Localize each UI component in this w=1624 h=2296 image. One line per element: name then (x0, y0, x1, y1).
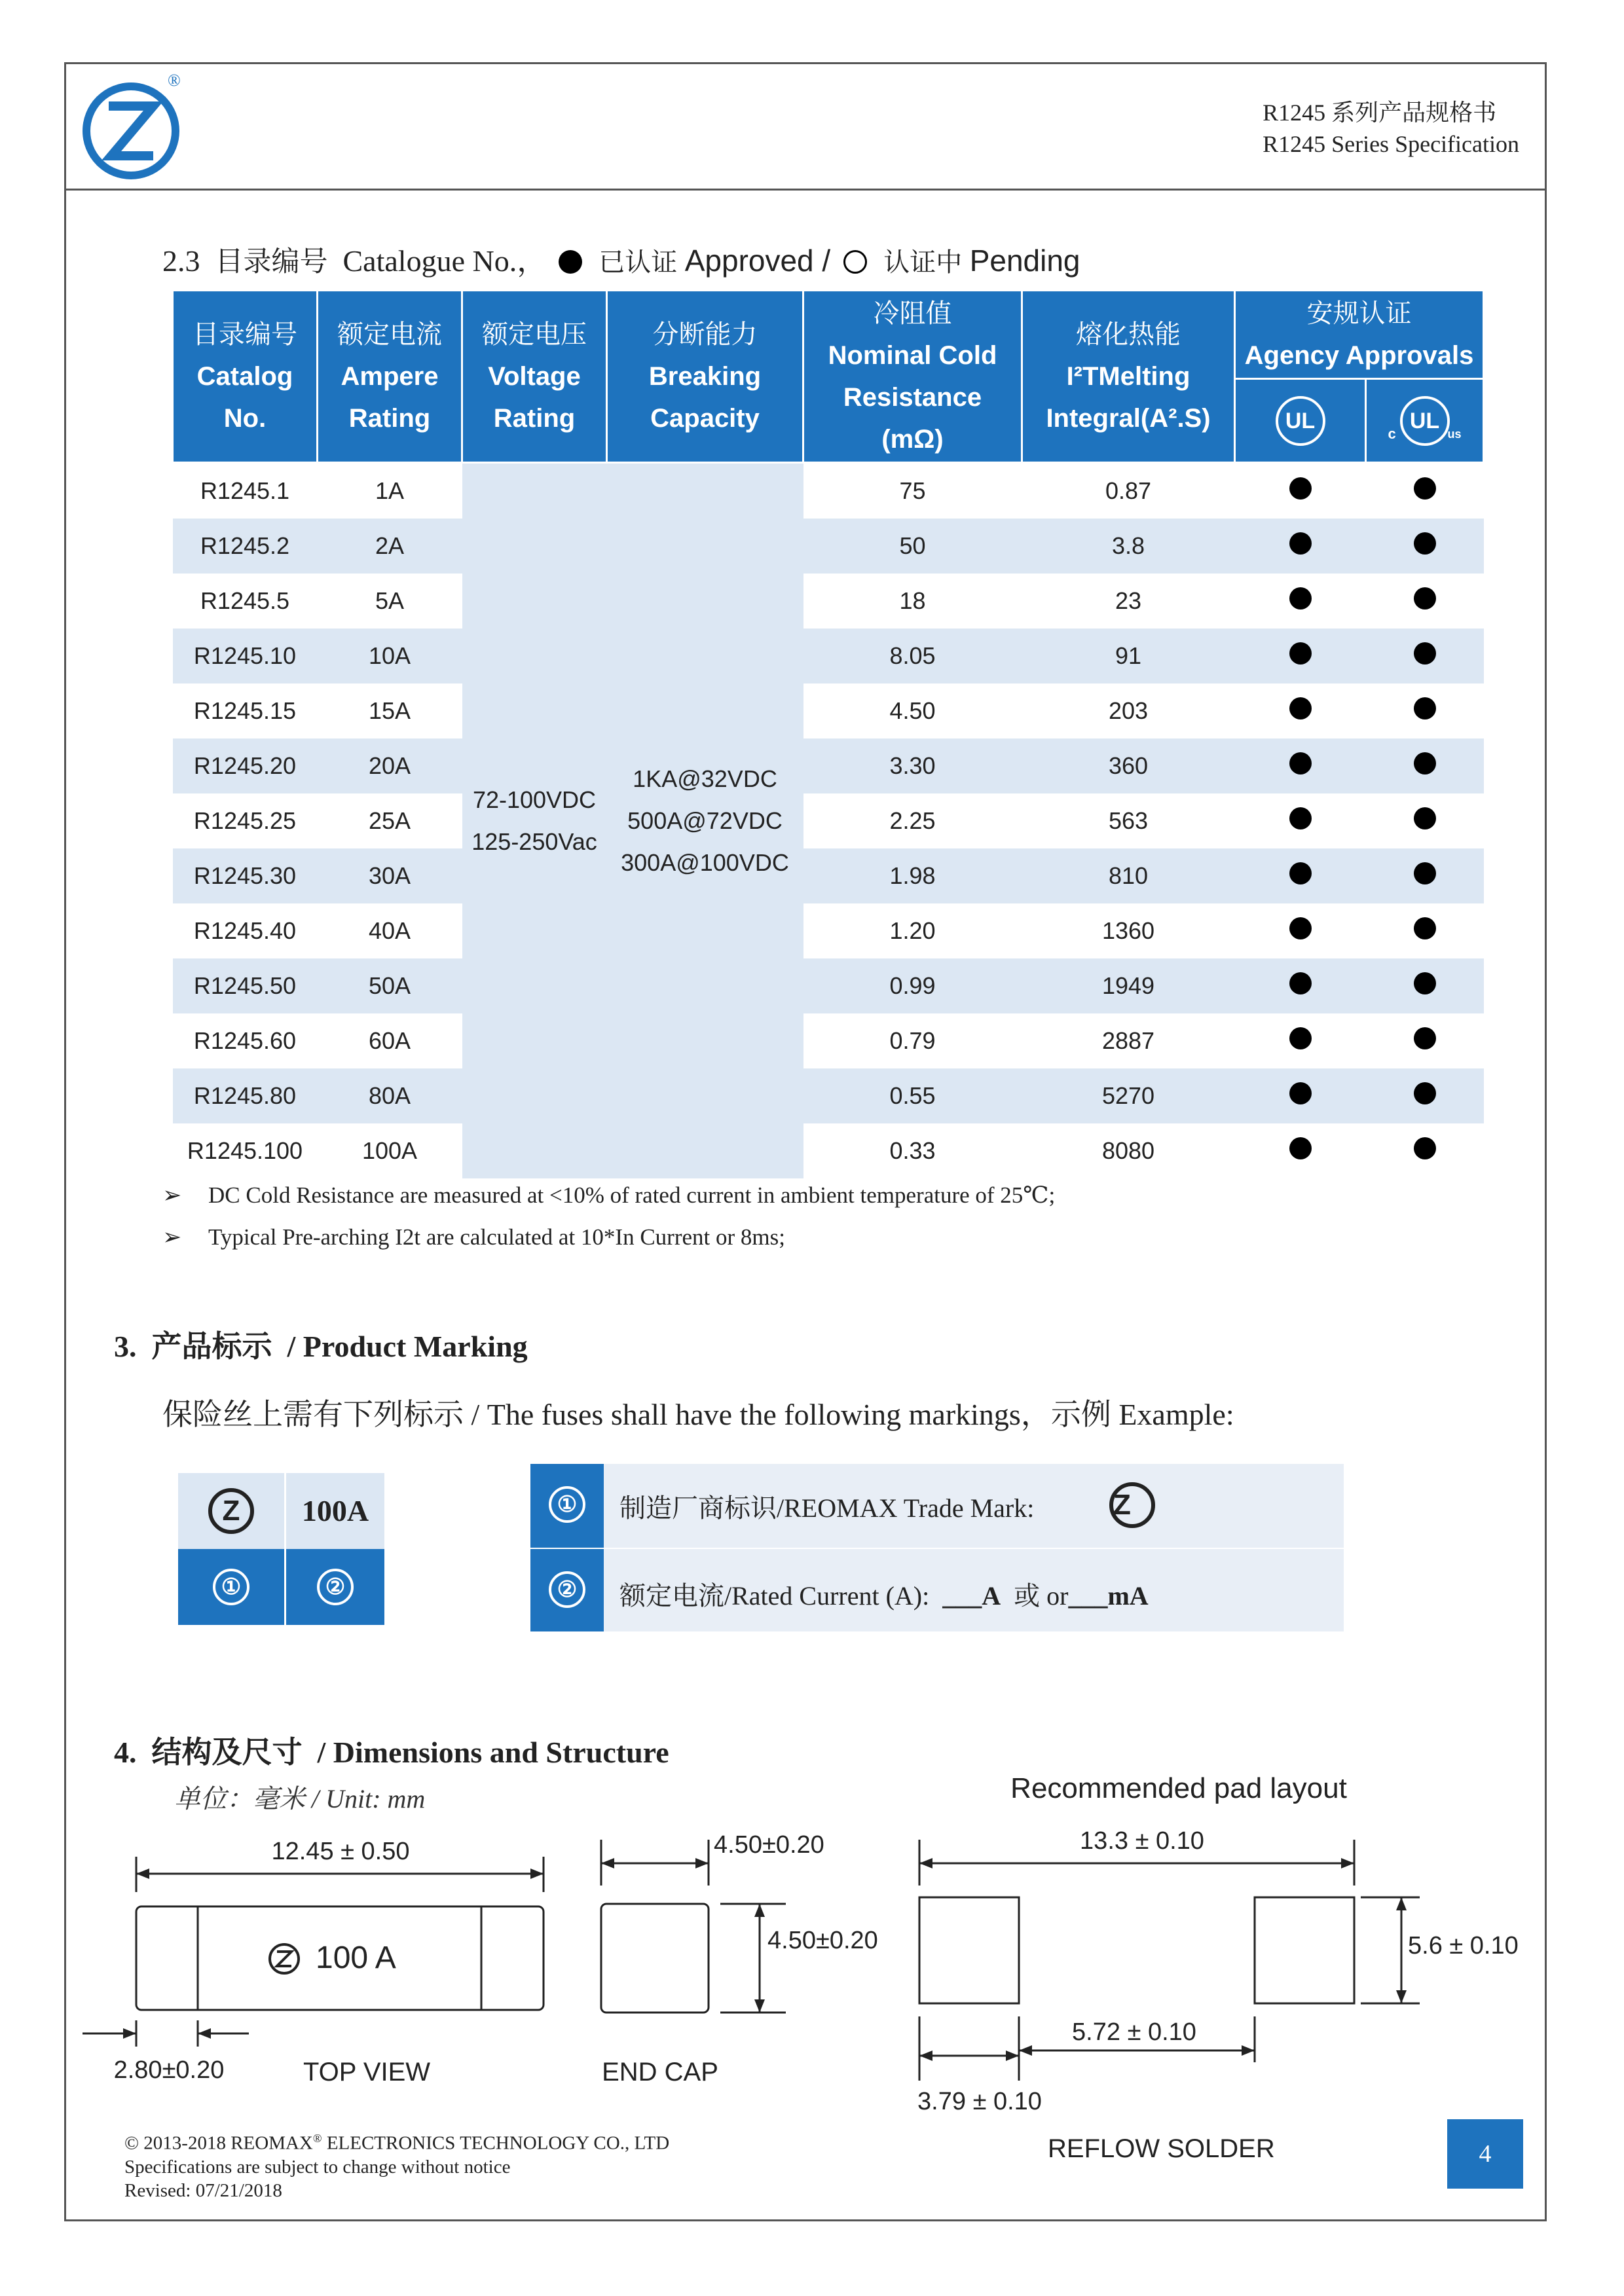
approved-dot-icon (1414, 1027, 1436, 1049)
header-title-cn: R1245 系列产品规格书 (1263, 100, 1497, 126)
cell-melting: 1949 (1022, 958, 1235, 1013)
approved-dot-icon (1289, 1027, 1312, 1049)
cell-catalog: R1245.1 (200, 477, 290, 504)
cell-melting: 23 (1115, 587, 1142, 614)
approved-dot-icon (1289, 1137, 1312, 1159)
table-row (173, 738, 1484, 793)
pending-circle-icon (843, 250, 867, 274)
dim-end-width: 4.50±0.20 (714, 1831, 824, 1859)
cell-resistance: 1.98 (803, 848, 1022, 903)
legend-row-2 (604, 1549, 1344, 1631)
trade-mark-legend-icon (1109, 1482, 1155, 1528)
approved-dot-icon (1414, 917, 1436, 939)
sample-num-1: ① (178, 1549, 284, 1625)
cell-ampere: 15A (368, 697, 411, 724)
col-voltage: 额定电压 Voltage Rating (462, 291, 607, 463)
cell-melting: 0.87 (1105, 477, 1152, 504)
cell-cul-approved (1366, 629, 1484, 683)
cell-catalog: R1245.100 (187, 1137, 303, 1164)
cell-melting: 1360 (1101, 917, 1155, 944)
cell-ampere: 1A (375, 477, 405, 504)
cell-cul-approved (1366, 683, 1484, 738)
cell-resistance: 50 (803, 519, 1022, 574)
cell-catalog: R1245.80 (173, 1068, 318, 1123)
approved-dot-icon (1414, 862, 1436, 884)
cell-melting: 203 (1108, 697, 1149, 724)
trade-mark-icon (208, 1488, 254, 1534)
cell-catalog: R1245.5 (200, 587, 290, 614)
legend-rated-current: 额定电流/Rated Current (A): ___A 或 or___mA (619, 1581, 1149, 1611)
company-logo (80, 80, 182, 182)
approved-dot-icon (1414, 642, 1436, 665)
dim-pad-height: 5.6 ± 0.10 (1408, 1932, 1519, 1959)
catalogue-heading-cn: 目录编号 (215, 246, 328, 278)
approved-dot-icon (1289, 587, 1312, 610)
catalogue-table (172, 289, 1485, 1178)
table-row (173, 683, 1484, 738)
header-title-en: R1245 Series Specification (1263, 131, 1519, 157)
cell-ampere: 30A (318, 848, 462, 903)
cell-cul-approved (1366, 463, 1484, 519)
dim-cap-width: 2.80±0.20 (113, 2056, 225, 2084)
cell-cul-approved (1366, 738, 1484, 793)
cell-ampere: 100A (361, 1137, 418, 1164)
cell-ul-approved (1235, 519, 1366, 574)
approved-dot-icon (1414, 972, 1436, 994)
cell-ampere: 2A (318, 519, 462, 574)
table-row (173, 848, 1484, 903)
cul-icon: c UL us (1400, 396, 1450, 446)
table-row (173, 958, 1484, 1013)
cell-cul-approved (1366, 903, 1484, 958)
cell-breaking-capacity: 1KA@32VDC 500A@72VDC 300A@100VDC (607, 463, 803, 1179)
cell-ampere: 20A (318, 738, 462, 793)
page-number: 4 (1447, 2119, 1523, 2189)
cell-resistance: 2.25 (889, 807, 936, 834)
cell-melting: 3.8 (1022, 519, 1235, 574)
dimensions-title: 4. 结构及尺寸 / Dimensions and Structure (114, 1734, 669, 1770)
cell-cul-approved (1366, 519, 1484, 574)
cell-resistance: 4.50 (889, 697, 936, 724)
approved-dot-icon (1289, 642, 1312, 665)
col-breaking: 分断能力 Breaking Capacity (607, 291, 803, 463)
cell-catalog: R1245.40 (193, 917, 297, 944)
cell-catalog: R1245.50 (173, 958, 318, 1013)
cell-resistance: 1.20 (889, 917, 936, 944)
cell-melting: 810 (1022, 848, 1235, 903)
pad-layout-title: Recommended pad layout (1010, 1772, 1347, 1804)
registered-mark: ® (168, 71, 181, 90)
footer-notice: Specifications are subject to change without notice (124, 2156, 511, 2178)
catalogue-heading-en: Catalogue No.， (342, 244, 547, 278)
label-end-cap: END CAP (602, 2058, 718, 2086)
cell-ul-approved (1235, 848, 1366, 903)
col-agency: 安规认证 Agency Approvals (1235, 291, 1484, 379)
table-row (173, 1123, 1484, 1178)
note-1-text: DC Cold Resistance are measured at <10% of rated current in ambient temperature of 25℃; (208, 1182, 1056, 1208)
pending-cn: 认证中 (883, 247, 963, 278)
cell-resistance: 8.05 (803, 629, 1022, 683)
catalogue-heading-num: 2.3 (162, 244, 200, 278)
approved-dot-icon (1289, 917, 1312, 939)
cell-resistance: 3.30 (803, 738, 1022, 793)
cell-ul-approved (1235, 1123, 1366, 1178)
cell-catalog: R1245.2 (173, 519, 318, 574)
col-ampere: 额定电流 Ampere Rating (318, 291, 462, 463)
cell-ul-approved (1235, 1068, 1366, 1123)
cell-cul-approved (1366, 1123, 1484, 1178)
note-2-text: Typical Pre-arching I2t are calculated at 10*In Current or 8ms; (208, 1224, 785, 1250)
cell-ampere: 50A (318, 958, 462, 1013)
footer-revised: Revised: 07/21/2018 (124, 2179, 282, 2201)
col-melting: 熔化热能 I²TMelting Integral(A².S) (1022, 291, 1235, 463)
header-title (1263, 97, 1519, 160)
marking-intro: 保险丝上需有下列标示 / The fuses shall have the following markings，示例 Example: (162, 1398, 1234, 1431)
dimensions-unit: 单位：毫米 / Unit: mm (174, 1784, 426, 1813)
approved-dot-icon (1414, 807, 1436, 829)
legend-row-1 (604, 1464, 1344, 1548)
note-2: ➢ Typical Pre-arching I2t are calculated at 10*In Current or 8ms; (162, 1224, 785, 1250)
table-row (173, 519, 1484, 574)
legend-num-1: ① (530, 1464, 604, 1548)
cell-cul-approved (1366, 1013, 1484, 1068)
cell-resistance: 0.99 (803, 958, 1022, 1013)
cell-voltage-rating: 72-100VDC 125-250Vac (462, 463, 607, 1179)
approved-dot-icon (1289, 697, 1312, 720)
legend-trade-mark: 制造厂商标识/REOMAX Trade Mark: (619, 1493, 1035, 1523)
cell-ampere: 25A (368, 807, 411, 834)
col-cul (1366, 379, 1484, 463)
cell-ul-approved (1235, 738, 1366, 793)
cell-ampere: 5A (375, 587, 405, 614)
cell-ul-approved (1235, 683, 1366, 738)
approved-dot-icon (1414, 697, 1436, 720)
table-row (173, 1068, 1484, 1123)
cell-ul-approved (1235, 903, 1366, 958)
cell-melting: 5270 (1022, 1068, 1235, 1123)
cell-melting: 8080 (1101, 1137, 1155, 1164)
table-row (173, 903, 1484, 958)
approved-dot-icon (1289, 862, 1312, 884)
cell-catalog: R1245.25 (193, 807, 297, 834)
cell-ul-approved (1235, 793, 1366, 848)
approved-cn: 已认证 (599, 247, 678, 278)
cell-resistance: 75 (899, 477, 926, 504)
sample-num-2: ② (286, 1549, 384, 1625)
cell-melting: 360 (1022, 738, 1235, 793)
table-row (173, 1013, 1484, 1068)
cell-cul-approved (1366, 848, 1484, 903)
marking-title: 3. 产品标示 / Product Marking (114, 1328, 528, 1364)
dim-pad-total: 13.3 ± 0.10 (1080, 1827, 1204, 1855)
cell-catalog: R1245.60 (193, 1027, 297, 1054)
table-row (173, 574, 1484, 629)
col-resistance: 冷阻值 Nominal Cold Resistance (mΩ) (803, 291, 1022, 463)
cell-catalog: R1245.20 (173, 738, 318, 793)
sample-logo-cell (178, 1473, 284, 1549)
cell-catalog: R1245.30 (173, 848, 318, 903)
dim-end-height: 4.50±0.20 (767, 1927, 878, 1954)
approved-dot-icon (1289, 532, 1312, 555)
header-divider (64, 189, 1547, 191)
note-1: ➢ DC Cold Resistance are measured at <10% of rated current in ambient temperature of 25℃; (162, 1182, 1056, 1208)
cell-resistance: 0.79 (889, 1027, 936, 1054)
legend-num-2: ② (530, 1549, 604, 1631)
approved-dot-icon (1289, 477, 1312, 500)
approved-dot-icon (1289, 1082, 1312, 1104)
dim-pad-gap: 5.72 ± 0.10 (1072, 2018, 1196, 2046)
col-catalog: 目录编号 Catalog No. (173, 291, 318, 463)
table-row (173, 463, 1484, 519)
cell-melting: 563 (1108, 807, 1149, 834)
pending-en: Pending (969, 244, 1080, 278)
cell-cul-approved (1366, 574, 1484, 629)
cell-resistance: 0.55 (803, 1068, 1022, 1123)
approved-dot-icon (1414, 477, 1436, 500)
approved-dot-icon (1289, 807, 1312, 829)
approved-dot-icon (1289, 752, 1312, 774)
sample-current: 100A (286, 1473, 384, 1549)
footer-copyright: © 2013-2018 REOMAX® ELECTRONICS TECHNOLOGY CO., LTD (124, 2132, 670, 2154)
cell-ampere: 40A (368, 917, 411, 944)
cell-melting: 2887 (1101, 1027, 1155, 1054)
approved-dot-icon (1414, 587, 1436, 610)
approved-dot-icon (1414, 532, 1436, 555)
approved-en: Approved / (684, 244, 831, 278)
cell-ul-approved (1235, 574, 1366, 629)
approved-dot-icon (1414, 1137, 1436, 1159)
ul-icon: UL (1276, 396, 1325, 446)
cell-cul-approved (1366, 958, 1484, 1013)
approved-dot-icon (1414, 752, 1436, 774)
label-reflow-solder: REFLOW SOLDER (1048, 2134, 1275, 2163)
approved-dot-icon (1414, 1082, 1436, 1104)
cell-ul-approved (1235, 629, 1366, 683)
fuse-body-text: 100 A (316, 1941, 396, 1975)
cell-ul-approved (1235, 1013, 1366, 1068)
dimension-drawings (0, 1768, 1624, 2134)
cell-ampere: 80A (318, 1068, 462, 1123)
table-row (173, 629, 1484, 683)
cell-resistance: 0.33 (889, 1137, 936, 1164)
label-top-view: TOP VIEW (303, 2058, 431, 2086)
cell-cul-approved (1366, 1068, 1484, 1123)
cell-resistance: 18 (899, 587, 926, 614)
cell-ul-approved (1235, 958, 1366, 1013)
cell-catalog: R1245.15 (193, 697, 297, 724)
footer (124, 2126, 669, 2202)
table-row (173, 793, 1484, 848)
cell-ampere: 10A (318, 629, 462, 683)
cell-catalog: R1245.10 (173, 629, 318, 683)
cell-cul-approved (1366, 793, 1484, 848)
approved-dot-icon (1289, 972, 1312, 994)
cell-melting: 91 (1022, 629, 1235, 683)
approved-dot-icon (559, 250, 582, 274)
col-ul (1235, 379, 1366, 463)
dim-pad-width: 3.79 ± 0.10 (917, 2088, 1042, 2115)
catalogue-heading (162, 237, 1080, 280)
cell-ampere: 60A (368, 1027, 411, 1054)
cell-ul-approved (1235, 463, 1366, 519)
dim-length: 12.45 ± 0.50 (271, 1838, 410, 1865)
